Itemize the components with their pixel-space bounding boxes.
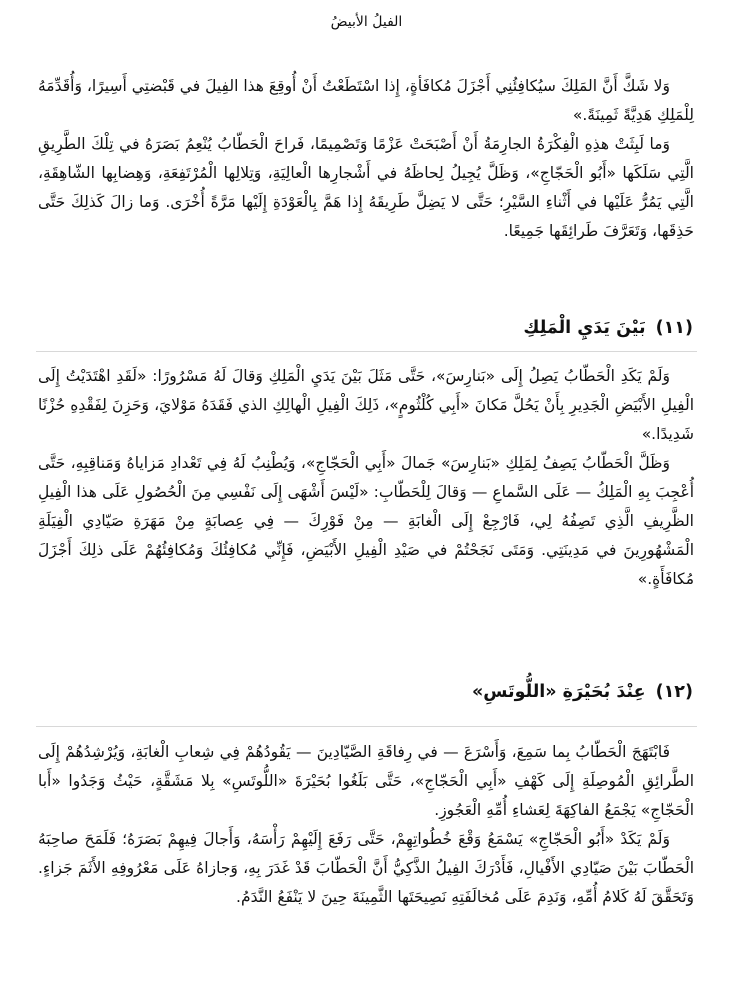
chapter-number: (١٢) bbox=[655, 682, 693, 702]
paragraph: وَما لَبِثَتْ هذِهِ الْفِكْرَةُ الجارِمَةُ أَنْ أَصْبَحَتْ عَزْمًا وَتَصْمِيمًا، فَراحَ الْحَطّابُ يُنْعِمُ بَصَرَهُ في تِلْكَ الطَّرِيقِ الَّتِي سَلَكَها «أَبُو الْحَجّاجِ»، وَظَلَّ يُجِيلُ لِحاظَهُ في أَشْجارِها الْعالِيَةِ، وَتِلالِها الْمُرْتَفِعَةِ، وَهِضابِها الشّاهِقَةِ، الَّتِي يَمُرُّ عَلَيْها في أَثْناءِ السَّيْرِ؛ حَتَّى لا يَضِلَّ طَرِيقَهُ إِذا هَمَّ بِالْعَوْدَةِ إِلَيْها مَرَّةً أُخْرَى. وَما زالَ كَذلِكَ حَتَّى حَذِقَها، وَتَعَرَّفَ طَرائِقَها جَمِيعًا. bbox=[38, 135, 694, 240]
section-divider bbox=[36, 351, 697, 352]
intro-text-block bbox=[38, 72, 694, 292]
chapter-heading-11 bbox=[40, 314, 693, 342]
paragraph: وَلَمْ يَكَدْ «أَبُو الْحَجّاجِ» يَسْمَعُ وَقْعَ خُطُواتِهِمْ، حَتَّى رَفَعَ إِلَيْهِمْ رَأْسَهُ، وَأَجالَ فِيهِمْ بَصَرَهُ؛ فَلَمَحَ صاحِبَهُ الْحَطّابَ بَيْنَ صَيّادِي الأَفْيالِ، فَأَدْرَكَ الفِيلُ الذَّكِيُّ أَنَّ الْحَطّابَ قَدْ غَدَرَ بِهِ، وَجازاهُ عَلَى مَعْرُوفِهِ الأَثَمَ جَزاءٍ. وَتَحَقَّقَ لَهُ كَلامُ أُمِّهِ، وَنَدِمَ عَلَى مُخالَفَتِهِ نَصِيحَتَها الثَّمِينَةَ حِينَ لا يَنْفَعُ النَّدَمُ. bbox=[38, 830, 694, 906]
paragraph: وَلَمْ يَكَدِ الْحَطّابُ يَصِلُ إِلَى «بَنارِسَ»، حَتَّى مَثَلَ بَيْنَ يَدَيِ الْمَلِكِ وَقالَ لَهُ مَسْرُورًا: «لَقَدِ اهْتَدَيْتُ إِلَى الْفِيلِ الأَبْيَضِ الْجَدِيرِ بِأَنْ يَحُلَّ مَكانَ «أَبِي كُلْثُومٍ»، ذَلِكَ الْفِيلِ الْهالِكِ الذي فَقَدَهُ مَوْلايَ، وَحَزِنَ لِفَقْدِهِ حُزْنًا شَدِيدًا.» bbox=[38, 367, 694, 443]
chapter-heading-12 bbox=[40, 678, 693, 706]
section-divider bbox=[36, 726, 697, 727]
chapter-title: عِنْدَ بُحَيْرَةِ «اللُّوتَسِ» bbox=[471, 682, 646, 702]
chapter-11-text-block bbox=[38, 362, 694, 654]
paragraph: وَظَلَّ الْحَطّابُ يَصِفُ لِمَلِكِ «بَنارِسَ» جَمالَ «أَبِي الْحَجّاجِ»، وَيُطْنِبُ لَهُ فِي تَعْدادِ مَزاياهُ وَمَناقِبِهِ، حَتَّى أُعْجِبَ بِهِ الْمَلِكُ — عَلَى السَّماعِ — وَقالَ لِلْحَطّابِ: «لَيْسَ أَشْهَى إِلَى نَفْسِي مِنَ الْحُصُولِ عَلَى هذا الْفِيلِ الظَّرِيفِ الَّذِي تَصِفُهُ لِي، فَارْجِعْ إِلَى الْغابَةِ — مِنْ فَوْرِكَ — فِي عِصابَةٍ مِنْ مَهَرَةِ صَيّادِي الْفِيَلَةِ الْمَشْهُورِينَ في مَدِينَتِي. وَمَتَى نَجَحْتُمْ في صَيْدِ الْفِيلِ الأَبْيَضِ، فَإِنِّي مُكافِئُكَ وَمُكافِئُهُمْ عَلَى ذلِكَ أَجْزَلَ مُكافَأَةٍ.» bbox=[38, 454, 694, 588]
chapter-12-text-block bbox=[38, 738, 694, 996]
chapter-title: بَيْنَ يَدَيِ الْمَلِكِ bbox=[523, 318, 646, 338]
running-header: الفيلُ الأبيضُ bbox=[330, 14, 403, 30]
chapter-number: (١١) bbox=[655, 318, 693, 338]
paragraph: فَابْتَهَجَ الْحَطّابُ بِما سَمِعَ، وَأَسْرَعَ — في رِفاقَةِ الصَّيّادِينَ — يَقُودُهُمْ فِي شِعابِ الْغابَةِ، وَيُرْشِدُهُمْ إِلَى الطَّرائِقِ الْمُوصِلَةِ إِلَى كَهْفِ «أَبِي الْحَجّاجِ»، حَتَّى بَلَغُوا بُحَيْرَةَ «اللُّوتَسِ» بِلا مَشَقَّةٍ، حَيْثُ وَجَدُوا «أَبا الْحَجّاجِ» يَجْمَعُ الفاكِهَةَ لِعَشاءِ أُمِّهِ الْعَجُوزِ. bbox=[38, 743, 694, 819]
paragraph: وَلا شَكَّ أَنَّ المَلِكَ سيُكافِئُنِي أَجْزَلَ مُكافَأةٍ، إِذا اسْتَطَعْتُ أَنْ أُوقِعَ هذا الفِيلَ في قَبْضتِي أَسِيرًا، وَأُقَدِّمَهُ لِلْمَلِكِ هَدِيَّةً ثَمِينَةً.» bbox=[38, 77, 694, 124]
